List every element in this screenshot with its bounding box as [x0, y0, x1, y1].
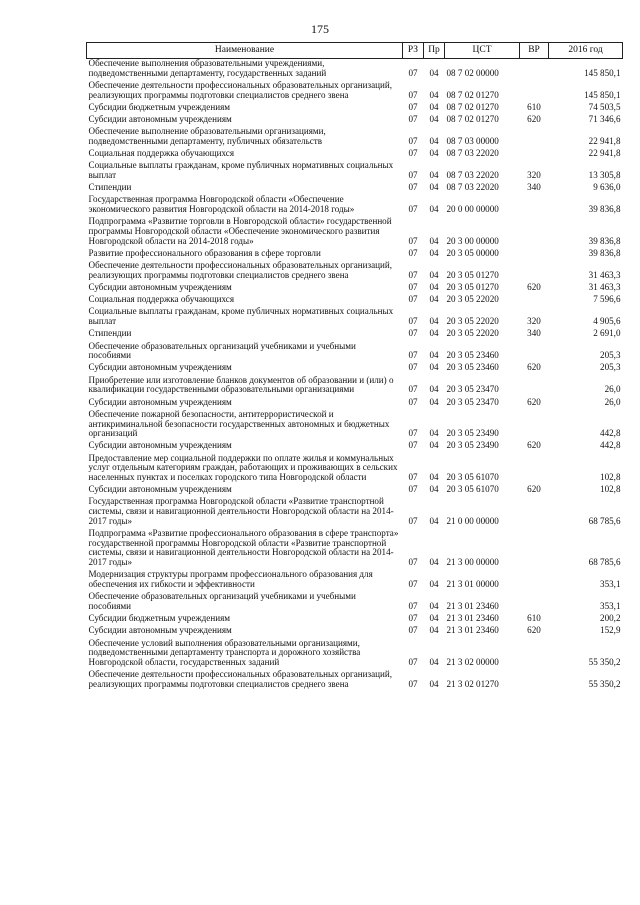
cell-pr: 04: [429, 182, 439, 193]
cell-pr: 04: [429, 148, 439, 159]
cell-vr: 620: [527, 484, 541, 495]
cell-amount: 205,3: [600, 362, 621, 373]
cell-amount: 39 836,8: [588, 235, 621, 246]
cell-cst: 21 3 02 00000: [446, 656, 499, 667]
budget-table: [86, 42, 623, 692]
cell-amount: 353,1: [600, 600, 621, 611]
cell-rz: 07: [408, 135, 418, 146]
cell-amount: 9 636,0: [593, 182, 621, 193]
cell-rz: 07: [408, 89, 418, 100]
cell-pr: 04: [429, 472, 439, 483]
cell-amount: 22 941,8: [588, 148, 621, 159]
table-row: [87, 376, 623, 398]
table-row: [87, 342, 623, 364]
cell-name: Стипендии: [88, 328, 132, 339]
cell-amount: 7 596,6: [593, 294, 621, 305]
cell-amount: 68 785,6: [588, 557, 621, 568]
cell-amount: 22 941,8: [588, 135, 621, 146]
cell-cst: 20 3 05 22020: [446, 294, 499, 305]
table-row: [87, 81, 623, 103]
cell-name: Приобретение или изготовление бланков документов об образовании и (или) о квалификации государственными образовательными организациями: [88, 374, 394, 395]
cell-pr: 04: [429, 235, 439, 246]
cell-name: Субсидии автономным учреждениям: [88, 484, 232, 495]
cell-name: Субсидии бюджетным учреждениям: [88, 613, 231, 624]
cell-vr: 620: [527, 440, 541, 451]
cell-pr: 04: [429, 579, 439, 590]
cell-name: Государственная программа Новгородской области «Обеспечение экономического развития Новгородской области на 2014-2018 годы»: [88, 194, 355, 215]
cell-amount: 31 463,3: [588, 282, 621, 293]
cell-name: Обеспечение выполнение образовательными организациями, подведомственными департаменту, публичных обязательств: [88, 126, 326, 146]
cell-pr: 04: [429, 89, 439, 100]
cell-pr: 04: [429, 247, 439, 258]
cell-amount: 145 850,1: [584, 67, 621, 78]
cell-cst: 08 7 02 00000: [446, 67, 499, 78]
table-row: [87, 670, 623, 692]
cell-cst: 21 3 01 23460: [446, 600, 499, 611]
table-row: [87, 626, 623, 638]
cell-name: Социальная поддержка обучающихся: [88, 294, 235, 305]
cell-cst: 08 7 03 00000: [446, 135, 499, 146]
cell-vr: [520, 217, 549, 249]
cell-vr: 620: [527, 396, 541, 407]
cell-cst: 21 3 00 00000: [446, 557, 499, 568]
header-rz: РЗ: [403, 43, 424, 59]
table-row: [87, 592, 623, 614]
cell-cst: 20 3 05 61070: [446, 484, 499, 495]
cell-pr: 04: [429, 67, 439, 78]
cell-amount: 152,9: [600, 625, 621, 636]
header-pr: Пр: [424, 43, 445, 59]
cell-name: Развитие профессионального образования в сфере торговли: [88, 247, 321, 258]
cell-rz: 07: [408, 557, 418, 568]
cell-rz: 07: [408, 396, 418, 407]
cell-rz: 07: [408, 579, 418, 590]
cell-name: Субсидии бюджетным учреждениям: [88, 101, 231, 112]
cell-amount: 26,0: [604, 384, 621, 395]
cell-cst: 20 0 00 00000: [446, 204, 499, 215]
cell-cst: 21 3 01 00000: [446, 579, 499, 590]
cell-pr: 04: [429, 282, 439, 293]
cell-rz: 07: [408, 67, 418, 78]
cell-name: Государственная программа Новгородской области «Развитие транспортной системы, связи и навигационной деятельности Новгородской области на 2014-2017 годы»: [88, 496, 394, 526]
cell-rz: 07: [408, 362, 418, 373]
cell-rz: 07: [408, 235, 418, 246]
cell-amount: 74 503,5: [588, 101, 621, 112]
cell-rz: 07: [408, 656, 418, 667]
cell-vr: [520, 342, 549, 364]
cell-pr: 04: [429, 396, 439, 407]
cell-name: Субсидии автономным учреждениям: [88, 625, 232, 636]
cell-pr: 04: [429, 600, 439, 611]
cell-vr: [520, 249, 549, 261]
cell-pr: 04: [429, 170, 439, 181]
cell-cst: 20 3 05 23460: [446, 362, 499, 373]
cell-pr: 04: [429, 269, 439, 280]
cell-amount: 55 350,2: [588, 656, 621, 667]
cell-cst: 21 3 01 23460: [446, 625, 499, 636]
cell-pr: 04: [429, 557, 439, 568]
cell-rz: 07: [408, 484, 418, 495]
cell-rz: 07: [408, 440, 418, 451]
table-body: [87, 59, 623, 693]
cell-rz: 07: [408, 428, 418, 439]
cell-vr: 610: [527, 613, 541, 624]
cell-amount: 55 350,2: [588, 678, 621, 689]
cell-cst: 21 3 02 01270: [446, 678, 499, 689]
cell-cst: 20 3 00 00000: [446, 235, 499, 246]
cell-name: Стипендии: [88, 182, 132, 193]
cell-rz: 07: [408, 101, 418, 112]
table-row: [87, 529, 623, 570]
cell-vr: [520, 59, 549, 81]
cell-rz: 07: [408, 350, 418, 361]
cell-vr: 620: [527, 625, 541, 636]
cell-pr: 04: [429, 101, 439, 112]
cell-amount: 4 905,6: [593, 316, 621, 327]
cell-cst: 20 3 05 61070: [446, 472, 499, 483]
cell-cst: 20 3 05 23470: [446, 384, 499, 395]
table-row: [87, 398, 623, 410]
cell-name: Обеспечение деятельности профессиональных образовательных организаций, реализующих программы подготовки специалистов среднего звена: [88, 79, 393, 100]
cell-name: Модернизация структуры программ профессионального образования для обеспечения их гибкости и эффективности: [88, 569, 373, 590]
cell-pr: 04: [429, 114, 439, 125]
cell-rz: 07: [408, 515, 418, 526]
cell-vr: [520, 570, 549, 592]
table-row: [87, 195, 623, 217]
cell-cst: 20 3 05 23490: [446, 440, 499, 451]
cell-cst: 20 3 05 00000: [446, 247, 499, 258]
cell-amount: 26,0: [604, 396, 621, 407]
cell-vr: [520, 592, 549, 614]
cell-pr: 04: [429, 350, 439, 361]
cell-amount: 2 691,0: [593, 328, 621, 339]
cell-amount: 200,2: [600, 613, 621, 624]
table-row: [87, 363, 623, 375]
cell-rz: 07: [408, 613, 418, 624]
cell-rz: 07: [408, 204, 418, 215]
cell-cst: 20 3 05 23460: [446, 350, 499, 361]
cell-amount: 442,8: [600, 440, 621, 451]
cell-rz: 07: [408, 625, 418, 636]
table-row: [87, 161, 623, 183]
cell-pr: 04: [429, 613, 439, 624]
table-row: [87, 570, 623, 592]
cell-vr: [520, 454, 549, 486]
cell-vr: 610: [527, 101, 541, 112]
cell-name: Обеспечение выполнения образовательными учреждениями, подведомственными департаменту, государственных заданий: [88, 58, 327, 78]
header-vr: ВР: [520, 43, 549, 59]
cell-rz: 07: [408, 114, 418, 125]
cell-name: Подпрограмма «Развитие профессионального образования в сфере транспорта» государственной программы Новгородской области «Развитие транспортной системы, связи и навигационной деятельности Новгородской области на 2014-2017 годы»: [88, 528, 399, 568]
cell-rz: 07: [408, 328, 418, 339]
cell-pr: 04: [429, 328, 439, 339]
cell-pr: 04: [429, 440, 439, 451]
cell-amount: 442,8: [600, 428, 621, 439]
cell-pr: 04: [429, 656, 439, 667]
cell-vr: 620: [527, 282, 541, 293]
cell-rz: 07: [408, 294, 418, 305]
cell-cst: 08 7 02 01270: [446, 101, 499, 112]
cell-name: Субсидии автономным учреждениям: [88, 440, 232, 451]
cell-pr: 04: [429, 135, 439, 146]
cell-vr: [520, 127, 549, 149]
cell-name: Субсидии автономным учреждениям: [88, 362, 232, 373]
cell-vr: 340: [527, 328, 541, 339]
cell-pr: 04: [429, 384, 439, 395]
cell-amount: 71 346,6: [588, 114, 621, 125]
cell-vr: 620: [527, 362, 541, 373]
cell-cst: 08 7 02 01270: [446, 89, 499, 100]
header-cst: ЦСТ: [445, 43, 520, 59]
cell-cst: 20 3 05 01270: [446, 269, 499, 280]
cell-name: Субсидии автономным учреждениям: [88, 114, 232, 125]
cell-vr: [520, 529, 549, 570]
table-row: [87, 441, 623, 453]
cell-name: Обеспечение пожарной безопасности, антитеррористической и антикриминальной безопасности государственных автономных и бюджетных организаций: [88, 408, 390, 439]
cell-cst: 08 7 02 01270: [446, 114, 499, 125]
cell-name: Социальная поддержка обучающихся: [88, 148, 235, 159]
cell-name: Социальные выплаты гражданам, кроме публичных нормативных социальных выплат: [88, 306, 394, 327]
cell-amount: 145 850,1: [584, 89, 621, 100]
cell-amount: 68 785,6: [588, 515, 621, 526]
cell-rz: 07: [408, 269, 418, 280]
cell-name: Обеспечение деятельности профессиональных образовательных организаций, реализующих программы подготовки специалистов среднего звена: [88, 260, 393, 280]
cell-vr: 320: [527, 170, 541, 181]
cell-vr: [520, 639, 549, 671]
table-row: [87, 410, 623, 442]
header-name: Наименование: [87, 43, 403, 59]
cell-name: Социальные выплаты гражданам, кроме публичных нормативных социальных выплат: [88, 160, 394, 181]
cell-vr: [520, 149, 549, 161]
cell-amount: 13 305,8: [588, 170, 621, 181]
cell-cst: 20 3 05 22020: [446, 316, 499, 327]
cell-pr: 04: [429, 484, 439, 495]
table-header-row: [87, 43, 623, 59]
table-row: [87, 639, 623, 671]
table-row: [87, 307, 623, 329]
table-row: [87, 497, 623, 529]
header-year: 2016 год: [549, 43, 623, 59]
cell-rz: 07: [408, 678, 418, 689]
cell-cst: 08 7 03 22020: [446, 182, 499, 193]
cell-cst: 08 7 03 22020: [446, 148, 499, 159]
cell-cst: 20 3 05 23470: [446, 396, 499, 407]
cell-vr: 340: [527, 182, 541, 193]
table-row: [87, 217, 623, 249]
table-row: [87, 261, 623, 283]
cell-pr: 04: [429, 515, 439, 526]
cell-pr: 04: [429, 316, 439, 327]
cell-vr: [520, 81, 549, 103]
cell-name: Субсидии автономным учреждениям: [88, 282, 232, 293]
cell-vr: [520, 376, 549, 398]
cell-amount: 102,8: [600, 472, 621, 483]
cell-cst: 08 7 03 22020: [446, 170, 499, 181]
cell-vr: 320: [527, 316, 541, 327]
cell-pr: 04: [429, 204, 439, 215]
cell-name: Подпрограмма «Развитие торговли в Новгородской области» государственной программы Новгородской области «Обеспечение экономического развития Новгородской области на 2014-2018 годы»: [88, 216, 392, 246]
cell-rz: 07: [408, 170, 418, 181]
table-row: [87, 329, 623, 341]
cell-rz: 07: [408, 600, 418, 611]
cell-cst: 21 0 00 00000: [446, 515, 499, 526]
cell-amount: 31 463,3: [588, 269, 621, 280]
cell-pr: 04: [429, 428, 439, 439]
cell-vr: [520, 410, 549, 442]
cell-amount: 39 836,8: [588, 204, 621, 215]
cell-cst: 20 3 05 01270: [446, 282, 499, 293]
cell-pr: 04: [429, 362, 439, 373]
cell-vr: [520, 670, 549, 692]
cell-vr: [520, 261, 549, 283]
cell-pr: 04: [429, 294, 439, 305]
cell-rz: 07: [408, 182, 418, 193]
cell-name: Предоставление мер социальной поддержки по оплате жилья и коммунальных услуг отдельным категориям граждан, работающих и проживающих в сельских населенных пунктах и поселках городского типа Новгородской области: [88, 452, 398, 483]
cell-vr: [520, 497, 549, 529]
table-row: [87, 454, 623, 486]
cell-cst: 20 3 05 23490: [446, 428, 499, 439]
cell-rz: 07: [408, 384, 418, 395]
cell-name: Обеспечение образовательных организаций учебниками и учебными пособиями: [88, 591, 356, 611]
cell-pr: 04: [429, 678, 439, 689]
cell-name: Обеспечение образовательных организаций учебниками и учебными пособиями: [88, 340, 356, 361]
cell-amount: 205,3: [600, 350, 621, 361]
cell-rz: 07: [408, 472, 418, 483]
page-number: 175: [311, 22, 329, 36]
cell-rz: 07: [408, 282, 418, 293]
cell-name: Обеспечение деятельности профессиональных образовательных организаций, реализующих программы подготовки специалистов среднего звена: [88, 669, 393, 689]
table-row: [87, 127, 623, 149]
cell-rz: 07: [408, 247, 418, 258]
cell-amount: 39 836,8: [588, 247, 621, 258]
cell-rz: 07: [408, 148, 418, 159]
cell-vr: [520, 295, 549, 307]
cell-cst: 21 3 01 23460: [446, 613, 499, 624]
cell-pr: 04: [429, 625, 439, 636]
cell-name: Субсидии автономным учреждениям: [88, 396, 232, 407]
cell-vr: [520, 195, 549, 217]
cell-vr: 620: [527, 114, 541, 125]
cell-name: Обеспечение условий выполнения образовательными организациями, подведомственными департаменту транспорта и дорожного хозяйства Новгородской области, государственных заданий: [88, 637, 361, 667]
cell-amount: 353,1: [600, 579, 621, 590]
cell-amount: 102,8: [600, 484, 621, 495]
cell-cst: 20 3 05 22020: [446, 328, 499, 339]
cell-rz: 07: [408, 316, 418, 327]
table-row: [87, 59, 623, 81]
